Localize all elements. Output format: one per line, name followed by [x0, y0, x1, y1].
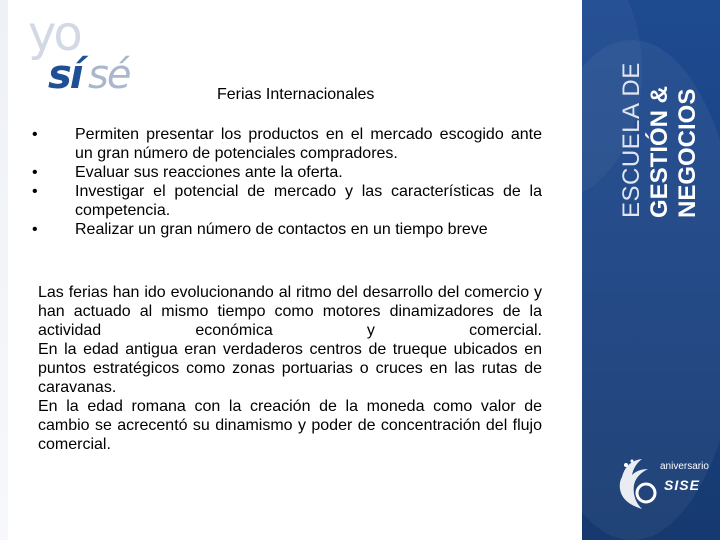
bullet-icon: • [32, 164, 38, 181]
bullet-list [30, 125, 542, 239]
bullet-item [30, 220, 542, 239]
bullet-text: Evaluar sus reacciones ante la oferta. [75, 164, 343, 181]
school-name-vertical [618, 62, 702, 218]
logo-si: sí [48, 52, 82, 98]
slide-title: Ferias Internacionales [217, 86, 375, 103]
paragraph: En la edad romana con la creación de la moneda como valor de cambio se acrecentó su dinamismo y poder de concentración del flujo comercial. [38, 398, 542, 453]
paragraph: En la edad antigua eran verdaderos centros de trueque ubicados en puntos estratégicos como zonas portuarias o cruces en las rutas de caravanas. [38, 341, 542, 396]
school-name-line2: GESTIÓN & [646, 85, 673, 218]
bullet-text: Realizar un gran número de contactos en un tiempo breve [75, 221, 488, 238]
bullet-item [30, 163, 542, 182]
logo-yo: yo [28, 6, 80, 62]
bullet-text: Investigar el potencial de mercado y las características de la competencia. [75, 183, 542, 219]
body-text [38, 283, 542, 454]
yo-si-se-logo [22, 6, 142, 112]
bullet-item [30, 182, 542, 220]
bullet-item [30, 125, 542, 163]
anniversary-badge [612, 455, 712, 515]
school-name-line3: NEGOCIOS [674, 88, 701, 218]
bullet-icon: • [32, 221, 38, 238]
left-decorative-strip [0, 0, 8, 540]
paragraph: Las ferias han ido evolucionando al ritmo del desarrollo del comercio y han actuado al mismo tiempo como motores dinamizadores de la actividad económica y comercial. [38, 284, 542, 339]
bullet-icon: • [32, 183, 38, 200]
badge-label: aniversario [660, 461, 709, 472]
bullet-icon: • [32, 126, 38, 143]
bullet-text: Permiten presentar los productos en el mercado escogido ante un gran número de potenciales compradores. [75, 126, 542, 162]
logo-se: sé [88, 52, 130, 98]
school-name-line1: ESCUELA DE [618, 62, 645, 218]
anniversary-emblem-icon [612, 455, 660, 513]
badge-brand: SISE [664, 477, 700, 493]
